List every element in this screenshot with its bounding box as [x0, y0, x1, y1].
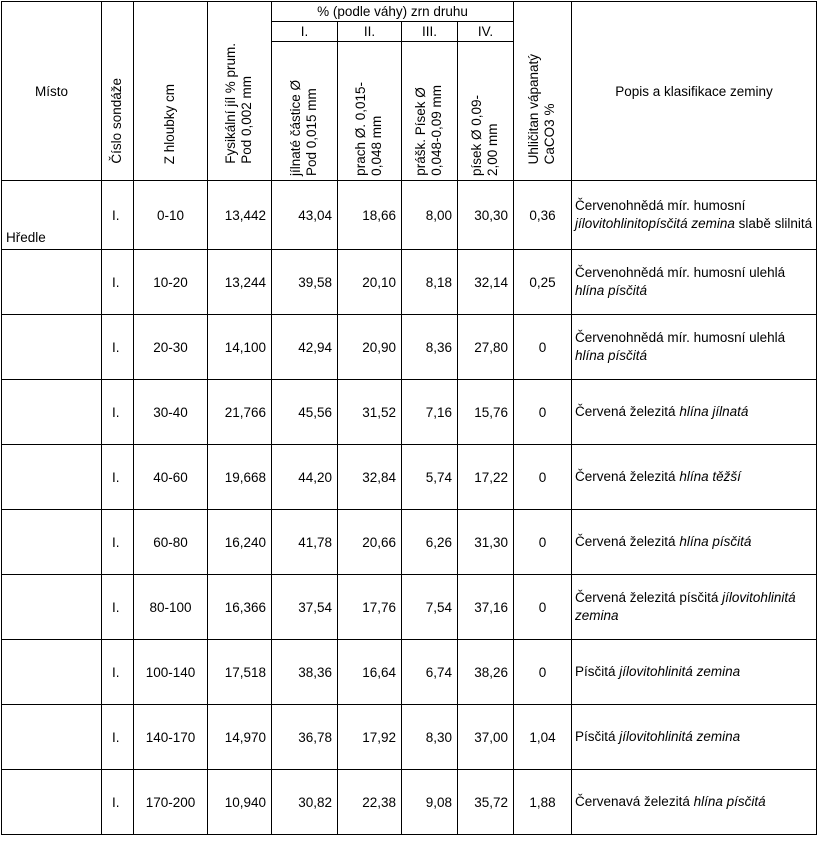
description-italic: hlína jílnatá: [679, 404, 749, 420]
table-row: [2, 250, 817, 315]
fraction-3-cell: 5,74: [402, 445, 458, 510]
header-roman-1: I.: [272, 22, 338, 42]
depth-cell: 40-60: [134, 445, 208, 510]
table-row: [2, 510, 817, 575]
fraction-4-cell: 30,30: [458, 181, 514, 250]
fraction-1-cell: 45,56: [272, 380, 338, 445]
caco3-cell: 0: [514, 640, 572, 705]
description-text: Červená železitá: [575, 404, 680, 420]
caco3-cell: 1,88: [514, 770, 572, 835]
fysikalni-cell: 16,240: [208, 510, 272, 575]
header-hloubka: Z hloubky cm: [134, 2, 208, 181]
table-row: [2, 380, 817, 445]
fraction-1-cell: 37,54: [272, 575, 338, 640]
fraction-4-cell: 35,72: [458, 770, 514, 835]
header-fraction-3: prášk. Písek Ø 0,048-0,09 mm: [402, 42, 458, 181]
fysikalni-cell: 13,244: [208, 250, 272, 315]
header-fraction-1: jílnaté částice Ø Pod 0,015 mm: [272, 42, 338, 181]
place-cell-empty: [2, 770, 102, 835]
soil-analysis-table: [1, 1, 817, 835]
fraction-4-cell: 15,76: [458, 380, 514, 445]
fraction-1-cell: 44,20: [272, 445, 338, 510]
header-roman-4: IV.: [458, 22, 514, 42]
description-text: Červenohnědá mír. humosní ulehlá: [575, 330, 786, 346]
description-text: Červená železitá: [575, 534, 680, 550]
description-italic: hlína písčitá: [693, 794, 766, 810]
fraction-3-cell: 7,16: [402, 380, 458, 445]
description-text: Písčitá: [575, 664, 620, 680]
description-cell: [572, 445, 817, 510]
caco3-cell: 0: [514, 315, 572, 380]
fraction-1-cell: 42,94: [272, 315, 338, 380]
fraction-2-cell: 16,64: [338, 640, 402, 705]
fraction-3-cell: 7,54: [402, 575, 458, 640]
description-text: Červená železitá písčitá: [575, 590, 723, 606]
fraction-3-cell: 8,18: [402, 250, 458, 315]
description-italic: hlína písčitá: [679, 534, 752, 550]
description-cell: [572, 181, 817, 250]
header-uhlicitan: Uhličitan vápanatý CaCO3 %: [514, 2, 572, 181]
header-fraction-2: prach Ø. 0,015- 0,048 mm: [338, 42, 402, 181]
header-misto: Místo: [2, 2, 102, 181]
fraction-4-cell: 32,14: [458, 250, 514, 315]
sonda-cell: I.: [102, 575, 134, 640]
fysikalni-cell: 16,366: [208, 575, 272, 640]
fraction-1-cell: 36,78: [272, 705, 338, 770]
fraction-4-cell: 38,26: [458, 640, 514, 705]
fysikalni-cell: 13,442: [208, 181, 272, 250]
caco3-cell: 0,25: [514, 250, 572, 315]
caco3-cell: 0,36: [514, 181, 572, 250]
fraction-2-cell: 20,90: [338, 315, 402, 380]
header-fysikalni: Fysikální jíl % prum. Pod 0,002 mm: [208, 2, 272, 181]
fraction-2-cell: 32,84: [338, 445, 402, 510]
description-italic: jílovitohlinitá zemina: [575, 590, 796, 623]
table-row: [2, 705, 817, 770]
fysikalni-cell: 21,766: [208, 380, 272, 445]
fysikalni-cell: 10,940: [208, 770, 272, 835]
place-cell-empty: [2, 315, 102, 380]
description-italic: jílovitohlinitá zemina: [619, 664, 741, 680]
fraction-1-cell: 39,58: [272, 250, 338, 315]
description-cell: [572, 705, 817, 770]
description-cell: [572, 575, 817, 640]
table-row: [2, 640, 817, 705]
fraction-4-cell: 17,22: [458, 445, 514, 510]
table-row: [2, 181, 817, 250]
depth-cell: 100-140: [134, 640, 208, 705]
header-fraction-4: písek Ø 0,09- 2,00 mm: [458, 42, 514, 181]
fraction-3-cell: 6,74: [402, 640, 458, 705]
sonda-cell: I.: [102, 445, 134, 510]
fraction-2-cell: 22,38: [338, 770, 402, 835]
depth-cell: 80-100: [134, 575, 208, 640]
description-text: Červenavá železitá: [575, 794, 694, 810]
sonda-cell: I.: [102, 705, 134, 770]
caco3-cell: 0: [514, 380, 572, 445]
description-italic: hlína písčitá: [575, 283, 648, 298]
depth-cell: 10-20: [134, 250, 208, 315]
place-cell-empty: [2, 575, 102, 640]
fraction-2-cell: 17,92: [338, 705, 402, 770]
fraction-1-cell: 41,78: [272, 510, 338, 575]
sonda-cell: I.: [102, 770, 134, 835]
table-row: [2, 770, 817, 835]
depth-cell: 30-40: [134, 380, 208, 445]
sonda-cell: I.: [102, 181, 134, 250]
table-row: [2, 575, 817, 640]
fraction-2-cell: 20,10: [338, 250, 402, 315]
fraction-3-cell: 6,26: [402, 510, 458, 575]
caco3-cell: 0: [514, 510, 572, 575]
fysikalni-cell: 14,970: [208, 705, 272, 770]
sonda-cell: I.: [102, 250, 134, 315]
description-cell: [572, 315, 817, 380]
depth-cell: 170-200: [134, 770, 208, 835]
depth-cell: 140-170: [134, 705, 208, 770]
place-cell-empty: [2, 510, 102, 575]
fraction-2-cell: 18,66: [338, 181, 402, 250]
fraction-2-cell: 31,52: [338, 380, 402, 445]
fraction-2-cell: 17,76: [338, 575, 402, 640]
header-popis: Popis a klasifikace zeminy: [572, 2, 817, 181]
header-roman-3: III.: [402, 22, 458, 42]
fraction-3-cell: 9,08: [402, 770, 458, 835]
fraction-2-cell: 20,66: [338, 510, 402, 575]
description-italic: hlína těžší: [679, 469, 741, 485]
fraction-3-cell: 8,36: [402, 315, 458, 380]
description-cell: [572, 510, 817, 575]
caco3-cell: 0: [514, 575, 572, 640]
description-italic: jílovitohlinitá zemina: [619, 729, 741, 745]
caco3-cell: 0: [514, 445, 572, 510]
description-text: Červená železitá: [575, 469, 680, 485]
place-cell: Hředle: [2, 181, 102, 250]
fraction-1-cell: 30,82: [272, 770, 338, 835]
place-cell-empty: [2, 705, 102, 770]
fraction-1-cell: 38,36: [272, 640, 338, 705]
place-cell-empty: [2, 640, 102, 705]
fraction-3-cell: 8,00: [402, 181, 458, 250]
depth-cell: 20-30: [134, 315, 208, 380]
description-text: slabě slilnitá: [734, 216, 813, 231]
sonda-cell: I.: [102, 640, 134, 705]
place-cell-empty: [2, 250, 102, 315]
fysikalni-cell: 14,100: [208, 315, 272, 380]
description-cell: [572, 770, 817, 835]
fysikalni-cell: 19,668: [208, 445, 272, 510]
header-group-title: % (podle váhy) zrn druhu: [272, 2, 514, 22]
place-cell-empty: [2, 445, 102, 510]
fraction-1-cell: 43,04: [272, 181, 338, 250]
place-cell-empty: [2, 380, 102, 445]
caco3-cell: 1,04: [514, 705, 572, 770]
description-cell: [572, 640, 817, 705]
description-italic: hlína písčitá: [575, 348, 648, 363]
header-cislo-sondaze: Číslo sondáže: [102, 2, 134, 181]
description-cell: [572, 250, 817, 315]
fraction-4-cell: 37,00: [458, 705, 514, 770]
fysikalni-cell: 17,518: [208, 640, 272, 705]
fraction-4-cell: 31,30: [458, 510, 514, 575]
description-cell: [572, 380, 817, 445]
depth-cell: 60-80: [134, 510, 208, 575]
fraction-3-cell: 8,30: [402, 705, 458, 770]
depth-cell: 0-10: [134, 181, 208, 250]
sonda-cell: I.: [102, 510, 134, 575]
description-text: Červenohnědá mír. humosní ulehlá: [575, 265, 786, 281]
description-text: Písčitá: [575, 729, 620, 745]
table-row: [2, 315, 817, 380]
sonda-cell: I.: [102, 380, 134, 445]
fraction-4-cell: 27,80: [458, 315, 514, 380]
table-row: [2, 445, 817, 510]
fraction-4-cell: 37,16: [458, 575, 514, 640]
sonda-cell: I.: [102, 315, 134, 380]
description-text: Červenohnědá mír. humosní: [575, 198, 746, 214]
header-roman-2: II.: [338, 22, 402, 42]
description-italic: jílovitohlinitopísčitá zemina: [575, 216, 735, 231]
